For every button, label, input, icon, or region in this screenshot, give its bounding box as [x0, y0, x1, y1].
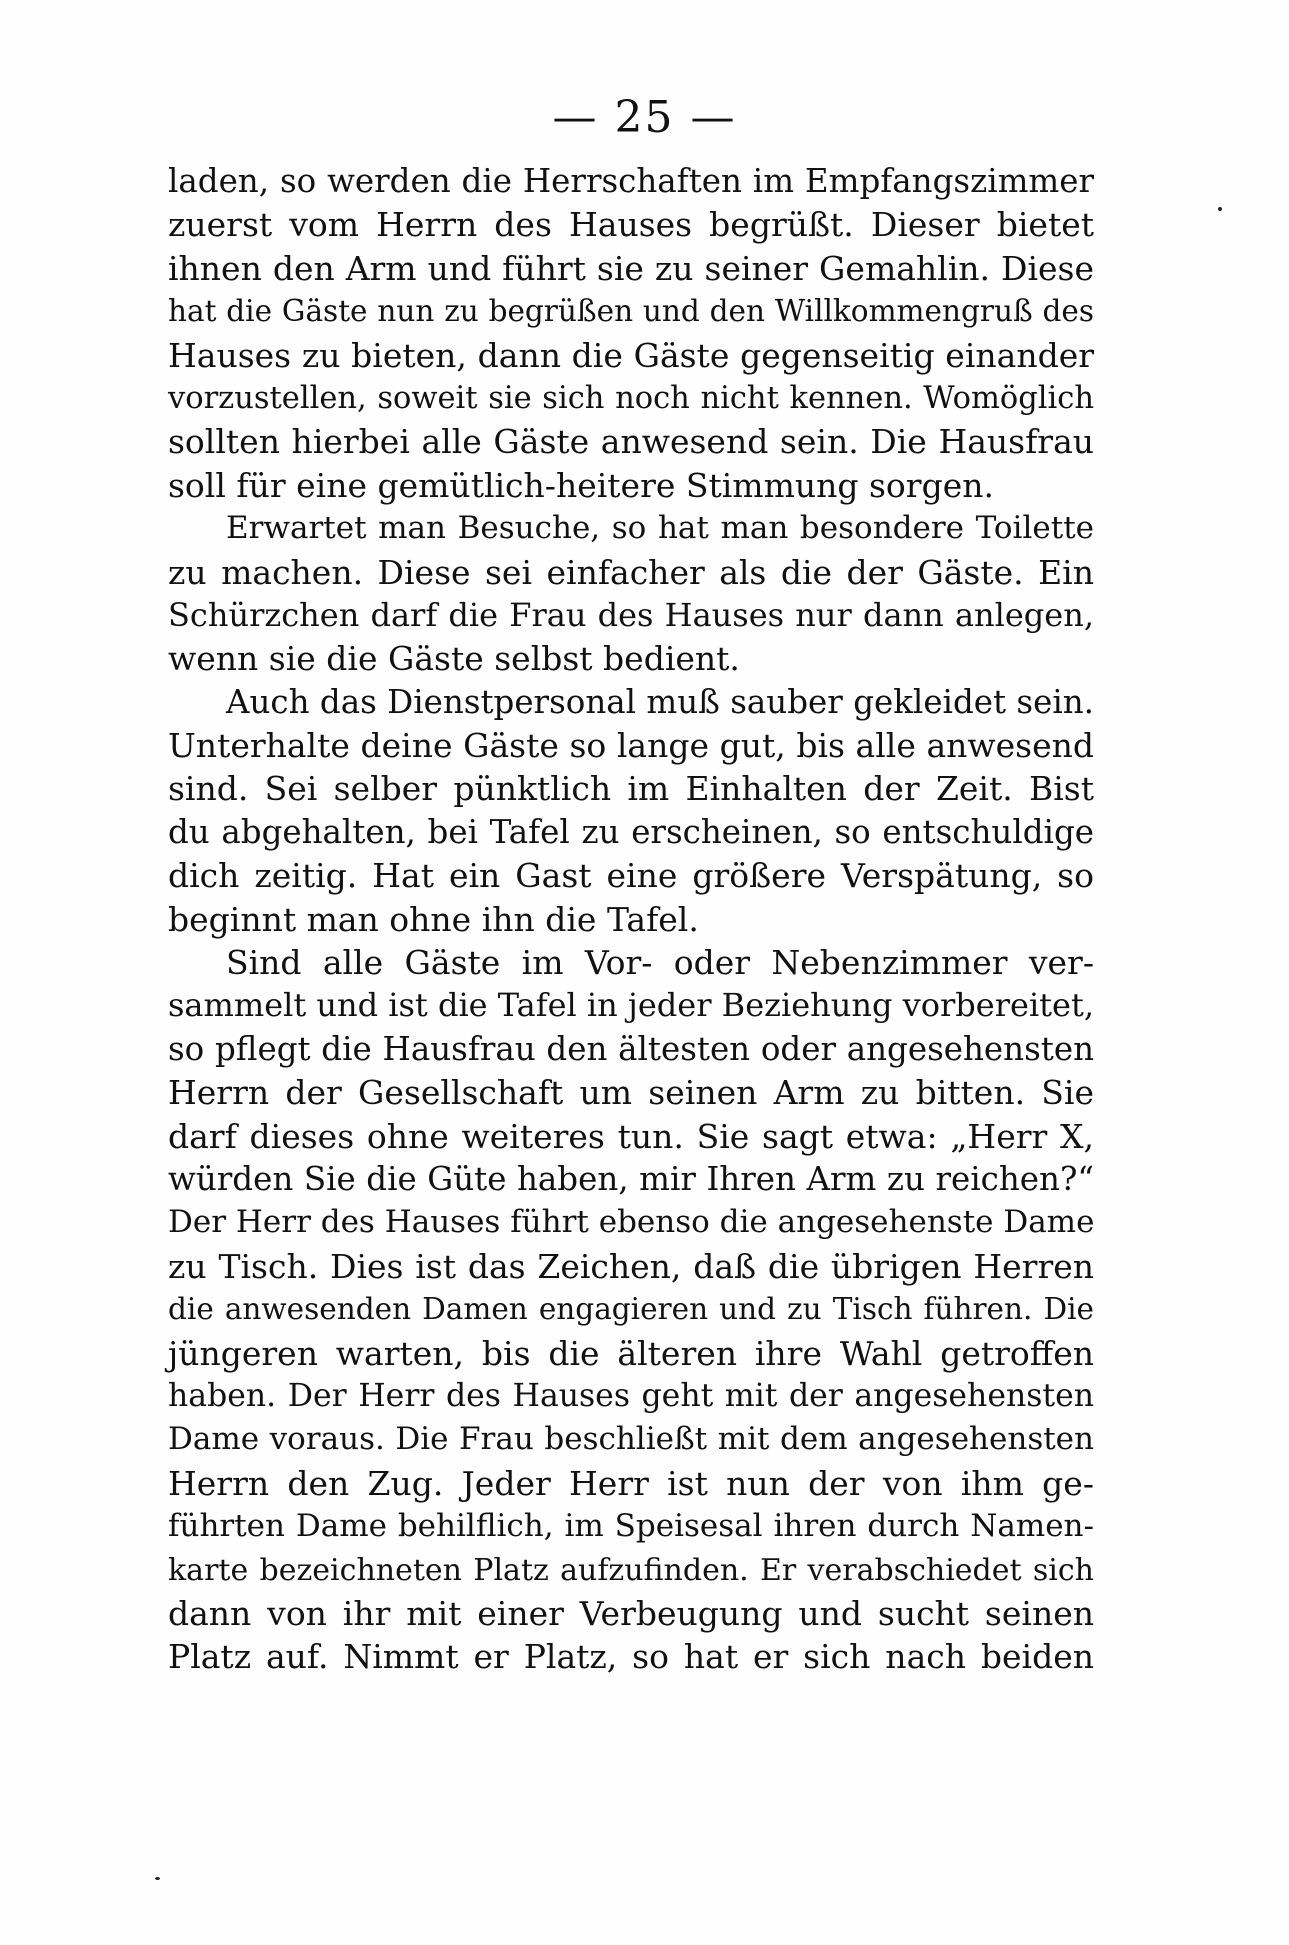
- text-line: die anwesenden Damen engagieren und zu Tisch führen. Die: [168, 1292, 1094, 1327]
- text-line: zuerst vom Herrn des Hauses begrüßt. Dieser bietet: [168, 205, 1094, 245]
- text-line: du abgehalten, bei Tafel zu erscheinen, so entschuldige: [168, 812, 1094, 851]
- text-line: Unterhalte deine Gäste so lange gut, bis alle anwesend: [168, 726, 1094, 766]
- paragraph-start-line: Auch das Dienstpersonal muß sauber gekleidet sein.: [226, 682, 1094, 721]
- text-line: sind. Sei selber pünktlich im Einhalten der Zeit. Bist: [168, 769, 1094, 809]
- text-line: vorzustellen, soweit sie sich noch nicht kennen. Womöglich: [168, 380, 1094, 416]
- text-line: sammelt und ist die Tafel in jeder Beziehung vorbereitet,: [168, 986, 1094, 1025]
- text-line: sollten hierbei alle Gäste anwesend sein. Die Hausfrau: [168, 422, 1094, 462]
- text-line: wenn sie die Gäste selbst bedient.: [168, 639, 740, 679]
- text-line: jüngeren warten, bis die älteren ihre Wahl getroffen: [168, 1333, 1094, 1373]
- text-line: karte bezeichneten Platz aufzufinden. Er verabschiedet sich: [168, 1552, 1094, 1588]
- text-line: dich zeitig. Hat ein Gast eine größere Verspätung, so: [168, 856, 1094, 896]
- text-line: zu Tisch. Dies ist das Zeichen, daß die übrigen Herren: [168, 1246, 1094, 1286]
- text-line: Schürzchen darf die Frau des Hauses nur dann anlegen,: [168, 595, 1094, 634]
- paragraph-start-line: Sind alle Gäste im Vor- oder Nebenzimmer ver-: [226, 943, 1094, 983]
- text-line: laden, so werden die Herrschaften im Empfangszimmer: [168, 162, 1094, 200]
- text-line: soll für eine gemütlich-heitere Stimmung sorgen.: [168, 465, 994, 505]
- text-line: Dame voraus. Die Frau beschließt mit dem angesehensten: [168, 1421, 1094, 1458]
- scan-speck: [1218, 207, 1222, 211]
- scan-speck: [155, 1877, 160, 1880]
- text-line: ihnen den Arm und führt sie zu seiner Gemahlin. Diese: [168, 248, 1094, 288]
- text-line: beginnt man ohne ihn die Tafel.: [168, 899, 699, 939]
- text-line: Hauses zu bieten, dann die Gäste gegenseitig einander: [168, 335, 1094, 375]
- text-line: zu machen. Diese sei einfacher als die der Gäste. Ein: [168, 552, 1094, 592]
- text-line: würden Sie die Güte haben, mir Ihren Arm zu reichen?“: [168, 1159, 1094, 1198]
- text-line: haben. Der Herr des Hauses geht mit der angesehensten: [168, 1377, 1094, 1414]
- text-line: darf dieses ohne weiteres tun. Sie sagt etwa: „Herr X,: [168, 1116, 1094, 1156]
- body-text: [168, 160, 1094, 1679]
- paragraph-start-line: Erwartet man Besuche, so hat man besondere Toilette: [226, 510, 1094, 547]
- text-line: führten Dame behilflich, im Speisesal ihren durch Namen-: [168, 1508, 1094, 1545]
- text-line: Herrn der Gesellschaft um seinen Arm zu bitten. Sie: [168, 1073, 1094, 1113]
- text-line: Herrn den Zug. Jeder Herr ist nun der von ihm ge-: [168, 1463, 1094, 1503]
- text-line: Platz auf. Nimmt er Platz, so hat er sich nach beiden: [168, 1637, 1094, 1677]
- page-number: — 25 —: [552, 92, 737, 143]
- text-line: Der Herr des Hauses führt ebenso die angesehenste Dame: [168, 1204, 1095, 1241]
- text-line: so pflegt die Hausfrau den ältesten oder angesehensten: [168, 1029, 1094, 1068]
- text-line: dann von ihr mit einer Verbeugung und sucht seinen: [168, 1593, 1094, 1633]
- text-line: hat die Gäste nun zu begrüßen und den Willkommengruß des: [168, 294, 1094, 329]
